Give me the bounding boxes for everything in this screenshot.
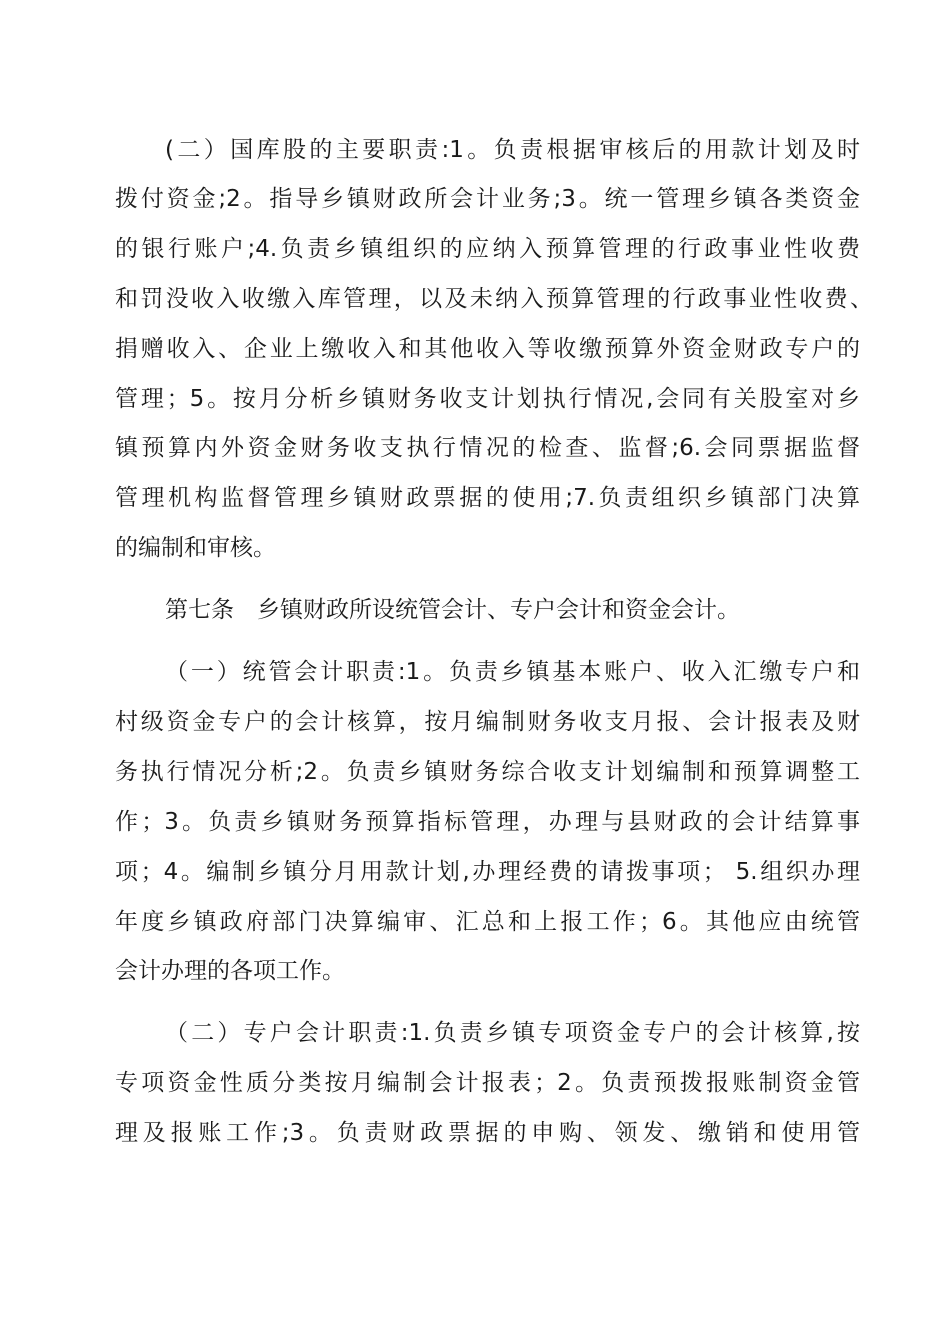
text-line: 和罚没收入收缴入库管理，以及未纳入预算管理的行政事业性收费、 bbox=[115, 286, 873, 312]
text-line: 项；4。编制乡镇分月用款计划,办理经费的请拨事项； 5.组织办理 bbox=[115, 859, 860, 885]
text-line: （二）专户会计职责:1.负责乡镇专项资金专户的会计核算,按 bbox=[165, 1020, 860, 1046]
text-line: 的银行账户;4.负责乡镇组织的应纳入预算管理的行政事业性收费 bbox=[115, 236, 860, 262]
text-line: 捐赠收入、企业上缴收入和其他收入等收缴预算外资金财政专户的 bbox=[115, 336, 860, 362]
text-line: (二）国库股的主要职责:1。负责根据审核后的用款计划及时 bbox=[165, 137, 860, 163]
text-line: 拨付资金;2。指导乡镇财政所会计业务;3。统一管理乡镇各类资金 bbox=[115, 186, 860, 212]
text-line: 年度乡镇政府部门决算编审、汇总和上报工作；6。其他应由统管 bbox=[115, 909, 860, 935]
text-line: 镇预算内外资金财务收支执行情况的检查、监督;6.会同票据监督 bbox=[115, 435, 860, 461]
text-line: （一）统管会计职责:1。负责乡镇基本账户、收入汇缴专户和 bbox=[165, 659, 860, 685]
text-line: 专项资金性质分类按月编制会计报表；2。负责预拨报账制资金管 bbox=[115, 1070, 860, 1096]
text-line: 作；3。负责乡镇财务预算指标管理，办理与县财政的会计结算事 bbox=[115, 809, 860, 835]
text-line: 管理；5。按月分析乡镇财务收支计划执行情况,会同有关股室对乡 bbox=[115, 386, 860, 412]
text-line: 务执行情况分析;2。负责乡镇财务综合收支计划编制和预算调整工 bbox=[115, 759, 860, 785]
text-line: 村级资金专户的会计核算，按月编制财务收支月报、会计报表及财 bbox=[115, 709, 860, 735]
text-line: 的编制和审核。 bbox=[115, 535, 276, 561]
text-line: 管理机构监督管理乡镇财政票据的使用;7.负责组织乡镇部门决算 bbox=[115, 485, 860, 511]
article-heading: 第七条 乡镇财政所设统管会计、专户会计和资金会计。 bbox=[165, 597, 740, 623]
text-line: 理及报账工作;3。负责财政票据的申购、领发、缴销和使用管 bbox=[115, 1120, 860, 1146]
text-line: 会计办理的各项工作。 bbox=[115, 958, 345, 984]
